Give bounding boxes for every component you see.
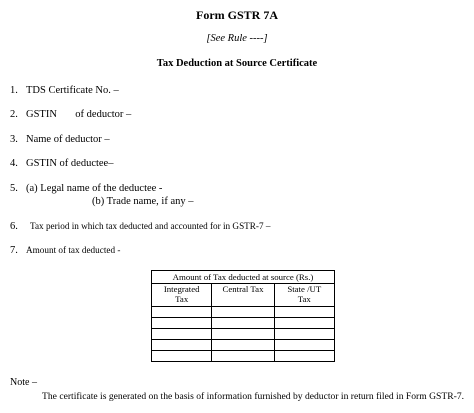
table-cell [274, 329, 334, 340]
note-label: Note – [10, 377, 37, 388]
form-rule-reference: [See Rule ----] [206, 33, 268, 44]
table-cell [152, 329, 212, 340]
item-number: 2. [10, 109, 18, 120]
item-gstin-deductor [10, 109, 131, 120]
column-header-state-ut-tax: State /UT Tax [274, 284, 334, 307]
item-trade-name: (b) Trade name, if any – [92, 196, 194, 207]
item-tax-period [10, 221, 270, 232]
table-caption: Amount of Tax deducted at source (Rs.) [152, 271, 335, 284]
item-number: 6. [10, 221, 18, 232]
note-text: The certificate is generated on the basis of information furnished by deductor in return filed in Form GSTR-7. [42, 391, 465, 402]
item-label: TDS Certificate No. – [26, 85, 119, 96]
item-label: Tax period in which tax deducted and accounted for in GSTR-7 – [30, 221, 271, 231]
table-row [152, 307, 335, 318]
table-row [152, 329, 335, 340]
table-cell [274, 318, 334, 329]
table-cell [152, 351, 212, 362]
table-cell [212, 307, 274, 318]
item-amount-tax-deducted [10, 245, 120, 256]
table-cell [152, 340, 212, 351]
item-number: 1. [10, 85, 18, 96]
table-cell [274, 340, 334, 351]
item-label: (a) Legal name of the deductee - [26, 183, 163, 194]
item-name-deductor [10, 134, 110, 145]
table-cell [274, 307, 334, 318]
item-label: Amount of tax deducted - [26, 245, 121, 255]
table-cell [212, 340, 274, 351]
item-number: 4. [10, 158, 18, 169]
table-cell [212, 329, 274, 340]
table-row [152, 351, 335, 362]
item-number: 3. [10, 134, 18, 145]
certificate-heading: Tax Deduction at Source Certificate [156, 58, 318, 69]
item-legal-name-deductee [10, 183, 162, 194]
form-title: Form GSTR 7A [196, 8, 278, 22]
table-row [152, 340, 335, 351]
item-number: 7. [10, 245, 18, 256]
item-number: 5. [10, 183, 18, 194]
item-label: Name of deductor – [26, 134, 110, 145]
table-cell [152, 307, 212, 318]
item-label: GSTIN of deductee– [26, 158, 114, 169]
table-cell [212, 318, 274, 329]
table-cell [212, 351, 274, 362]
item-tds-certificate-no [10, 85, 119, 96]
column-header-central-tax: Central Tax [212, 284, 274, 307]
item-gstin-deductee [10, 158, 113, 169]
table-row [152, 318, 335, 329]
table-cell [274, 351, 334, 362]
table-cell [152, 318, 212, 329]
column-header-integrated-tax: Integrated Tax [152, 284, 212, 307]
item-label: GSTIN of deductor – [26, 109, 132, 120]
tax-amount-table [151, 270, 335, 362]
